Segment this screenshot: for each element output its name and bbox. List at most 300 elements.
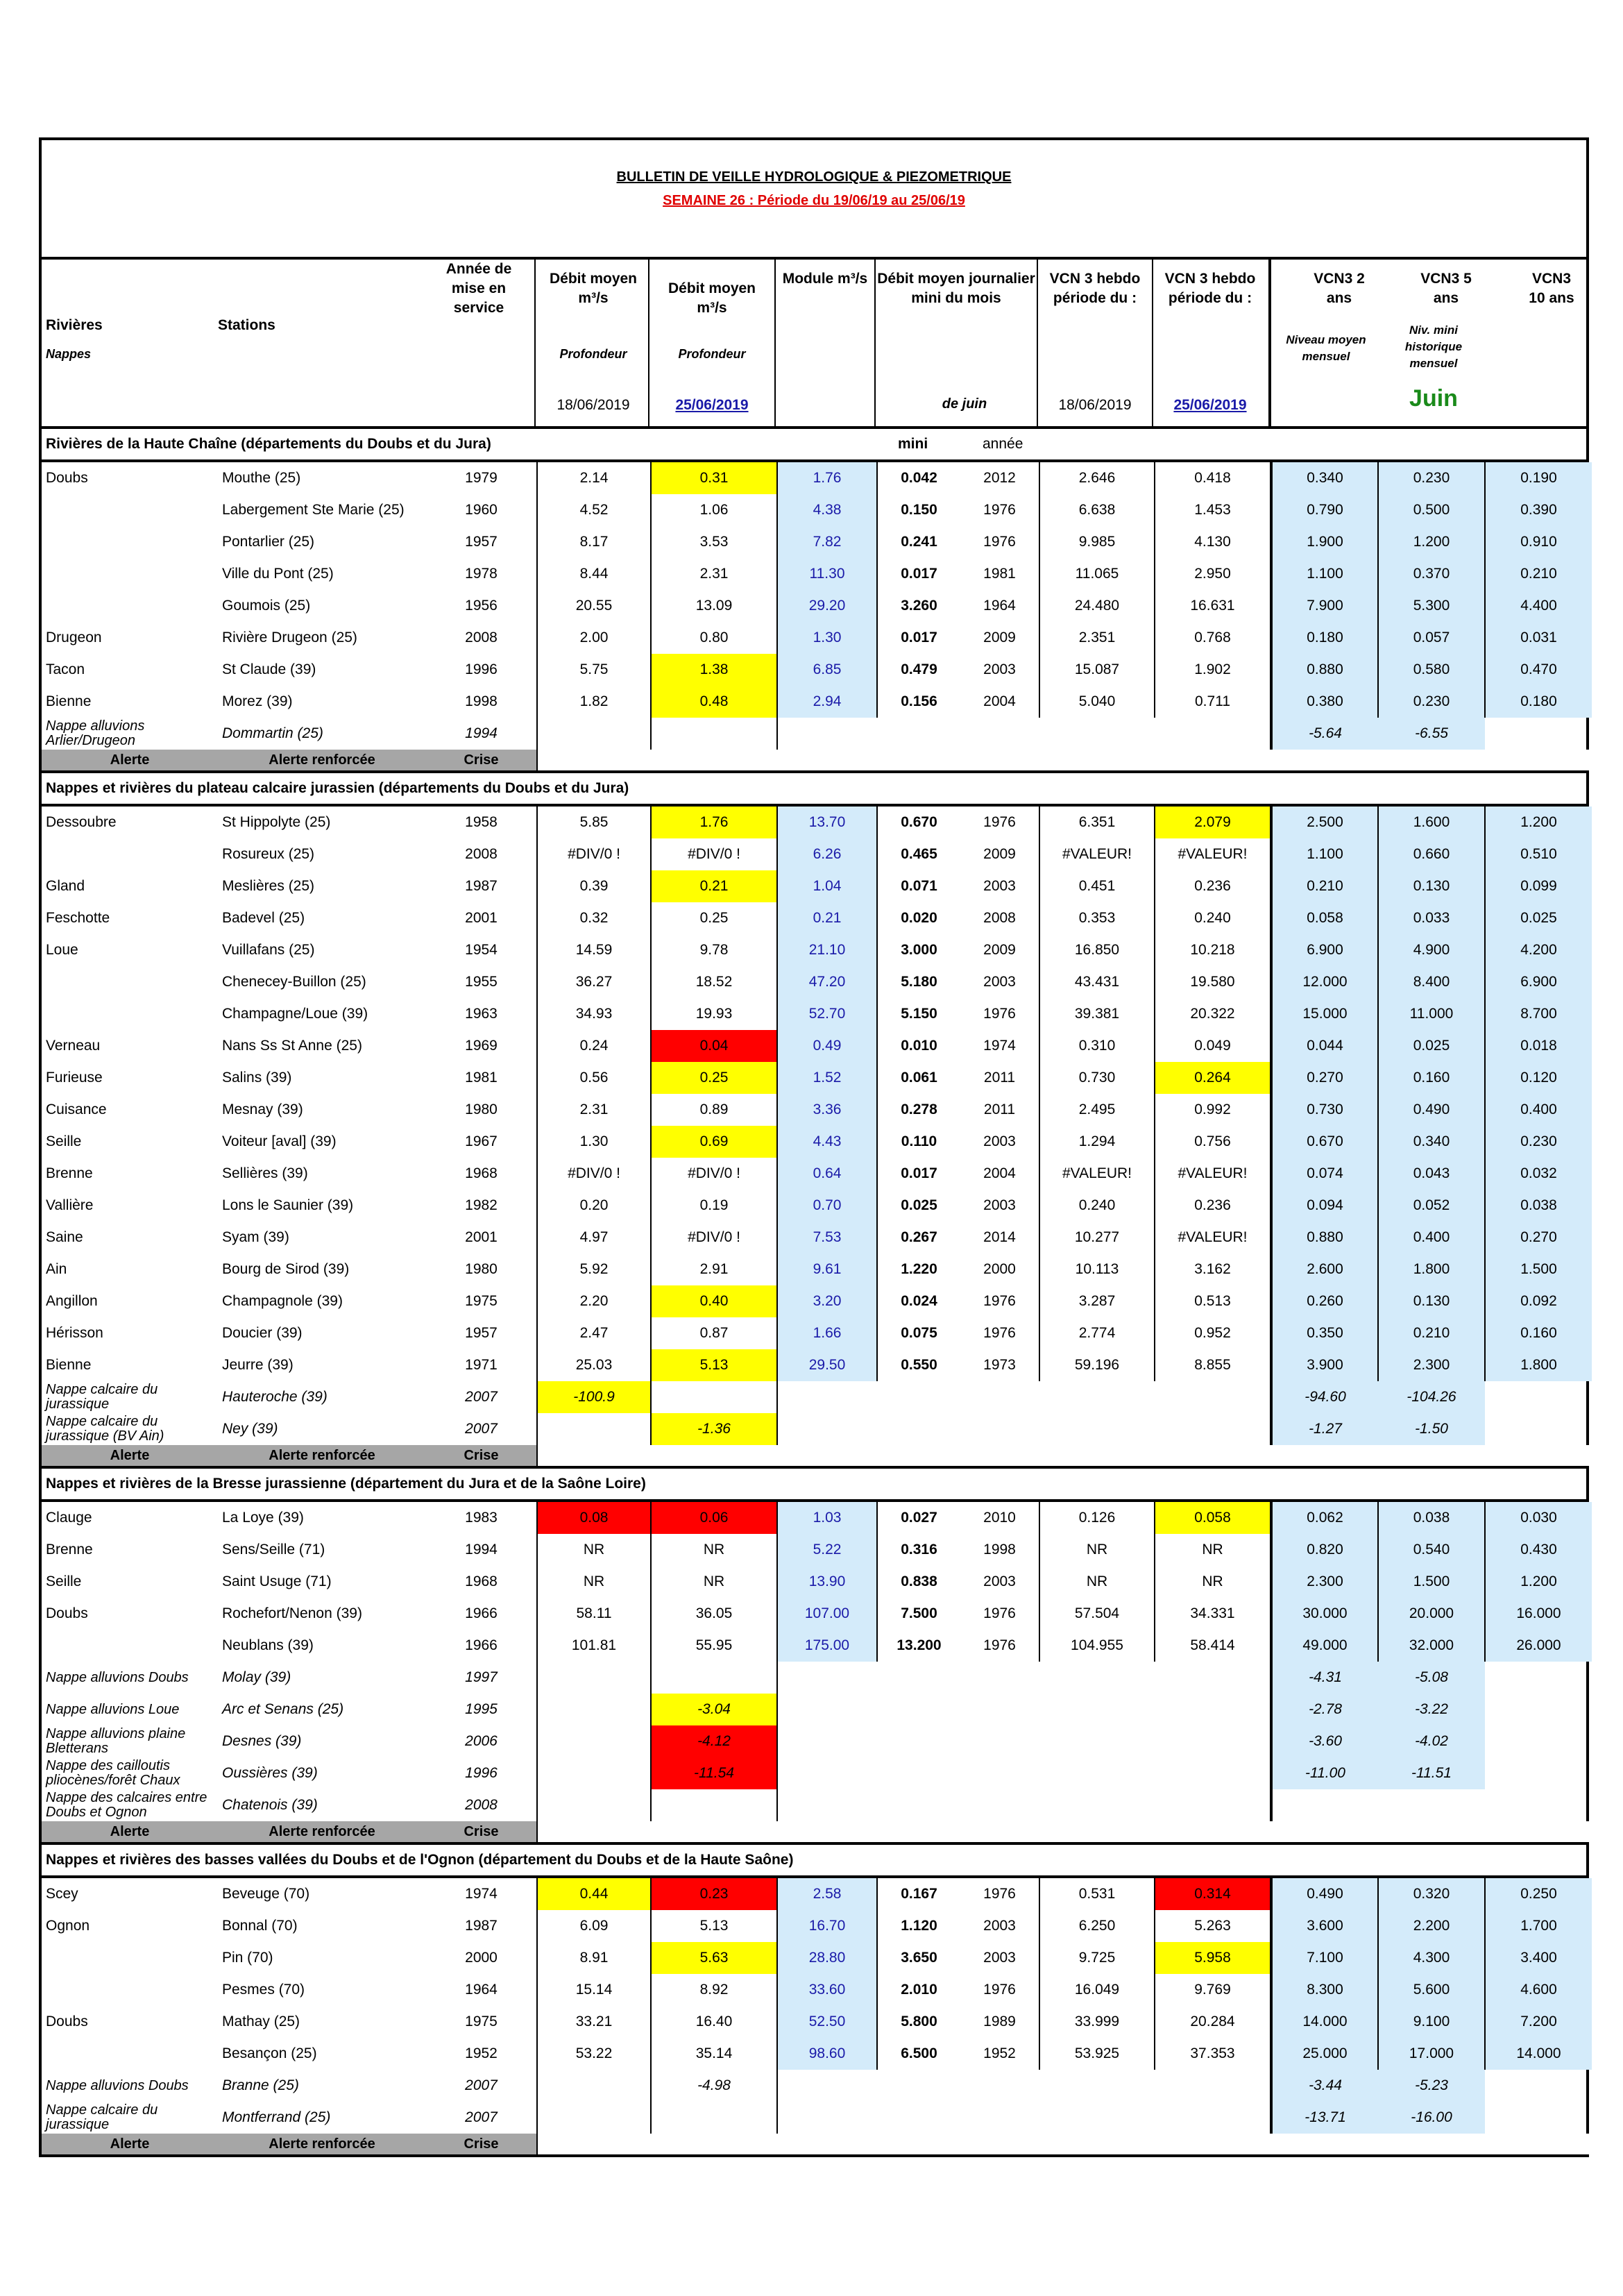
nappe-row bbox=[42, 1694, 1592, 1725]
cell-col-6: 0.017 bbox=[877, 1158, 960, 1190]
cell-col-3: 34.93 bbox=[537, 998, 651, 1030]
cell-col-4: 2.31 bbox=[651, 558, 777, 590]
cell-col-4: 55.95 bbox=[651, 1630, 777, 1662]
cell-col-11: 0.130 bbox=[1378, 1285, 1485, 1317]
cell-col-6: 1.220 bbox=[877, 1253, 960, 1285]
cell-col-0 bbox=[42, 1974, 218, 2006]
nappe-niv-moyen: -3.60 bbox=[1271, 1725, 1378, 1757]
table-row bbox=[42, 1317, 1592, 1349]
table-row bbox=[42, 838, 1592, 870]
nappe-row bbox=[42, 718, 1592, 750]
cell-col-7: 1976 bbox=[983, 1637, 1016, 1653]
section-title bbox=[42, 770, 1586, 807]
cell-col-3: 36.27 bbox=[537, 966, 651, 998]
header-annee: Année de mise en service bbox=[445, 261, 512, 316]
header-date-1: 18/06/2019 bbox=[556, 397, 630, 413]
table-row bbox=[42, 1030, 1592, 1062]
section-title bbox=[42, 429, 1586, 462]
cell-col-4: 0.06 bbox=[651, 1502, 777, 1534]
cell-col-3: 0.24 bbox=[537, 1030, 651, 1062]
cell-col-11: 0.033 bbox=[1378, 902, 1485, 934]
cell-col-4: 1.06 bbox=[651, 494, 777, 526]
cell-col-2: 1980 bbox=[465, 1101, 498, 1117]
nappe-year: 1994 bbox=[465, 725, 498, 741]
cell-col-10: 1.100 bbox=[1271, 558, 1378, 590]
cell-col-0: Dessoubre bbox=[46, 814, 117, 830]
cell-col-6: 0.241 bbox=[877, 526, 960, 558]
nappe-year: 2006 bbox=[465, 1733, 498, 1749]
cell-col-5: 52.70 bbox=[777, 998, 877, 1030]
cell-col-1: Nans Ss St Anne (25) bbox=[222, 1038, 362, 1054]
cell-col-5: 0.21 bbox=[777, 902, 877, 934]
cell-col-4: 0.48 bbox=[651, 686, 777, 718]
table-row bbox=[42, 807, 1592, 838]
cell-col-3: 0.08 bbox=[537, 1502, 651, 1534]
cell-col-4: 0.69 bbox=[651, 1126, 777, 1158]
cell-col-5: 3.36 bbox=[777, 1094, 877, 1126]
nappe-niv-mini: -104.26 bbox=[1378, 1381, 1485, 1413]
cell-col-8: 0.240 bbox=[1039, 1190, 1155, 1222]
table-row bbox=[42, 654, 1592, 686]
cell-col-9: 0.049 bbox=[1155, 1030, 1271, 1062]
nappe-year: 2007 bbox=[465, 2109, 498, 2125]
table-row bbox=[42, 1878, 1592, 1910]
cell-col-0: Loue bbox=[46, 942, 78, 958]
cell-col-5: 0.64 bbox=[777, 1158, 877, 1190]
cell-col-7: 2003 bbox=[983, 1573, 1016, 1589]
cell-col-11: 0.400 bbox=[1378, 1222, 1485, 1253]
cell-col-7: 1976 bbox=[983, 1982, 1016, 1998]
cell-col-3: #DIV/0 ! bbox=[537, 838, 651, 870]
cell-col-12: 0.092 bbox=[1485, 1285, 1592, 1317]
cell-col-9: 8.855 bbox=[1155, 1349, 1271, 1381]
nappe-prof-2 bbox=[651, 1381, 777, 1413]
cell-col-8: 2.495 bbox=[1039, 1094, 1155, 1126]
cell-col-2: 1966 bbox=[465, 1605, 498, 1621]
cell-col-2: 1975 bbox=[465, 1293, 498, 1309]
cell-col-10: 3.600 bbox=[1271, 1910, 1378, 1942]
nappe-name: Nappe calcaire du jurassique bbox=[46, 2102, 158, 2132]
nappe-name: Nappe des calcaires entre Doubs et Ognon bbox=[46, 1790, 207, 1820]
cell-col-3: 101.81 bbox=[537, 1630, 651, 1662]
nappe-name: Nappe alluvions Doubs bbox=[46, 1669, 189, 1685]
cell-col-4: 8.92 bbox=[651, 1974, 777, 2006]
empty-cell bbox=[777, 1725, 1271, 1757]
cell-col-8: 57.504 bbox=[1039, 1598, 1155, 1630]
cell-col-8: 43.431 bbox=[1039, 966, 1155, 998]
cell-col-2: 1964 bbox=[465, 1982, 498, 1998]
empty-cell bbox=[777, 1381, 1271, 1413]
cell-col-2: 1975 bbox=[465, 2014, 498, 2029]
cell-col-8: 104.955 bbox=[1039, 1630, 1155, 1662]
cell-col-6: 0.267 bbox=[877, 1222, 960, 1253]
cell-col-0: Seille bbox=[46, 1573, 82, 1589]
table-row bbox=[42, 1630, 1592, 1662]
cell-col-9: 2.079 bbox=[1155, 807, 1271, 838]
nappe-year: 2008 bbox=[465, 1797, 498, 1813]
nappe-prof-1 bbox=[537, 1662, 651, 1694]
cell-col-10: 12.000 bbox=[1271, 966, 1378, 998]
cell-col-12: 0.910 bbox=[1485, 526, 1592, 558]
cell-col-5: 29.50 bbox=[777, 1349, 877, 1381]
cell-col-6: 2.010 bbox=[877, 1974, 960, 2006]
cell-col-3: 5.85 bbox=[537, 807, 651, 838]
cell-col-12: 0.190 bbox=[1485, 462, 1592, 494]
nappe-prof-2 bbox=[651, 1662, 777, 1694]
cell-col-9: 0.756 bbox=[1155, 1126, 1271, 1158]
empty-cell bbox=[777, 1694, 1271, 1725]
cell-col-2: 2001 bbox=[465, 910, 498, 926]
nappe-prof-1 bbox=[537, 2102, 651, 2134]
cell-col-5: 98.60 bbox=[777, 2038, 877, 2070]
cell-col-6: 0.110 bbox=[877, 1126, 960, 1158]
cell-col-1: Morez (39) bbox=[222, 693, 293, 709]
cell-col-0: Doubs bbox=[46, 2014, 88, 2029]
empty-cell bbox=[1485, 2102, 1592, 2134]
cell-col-1: Pesmes (70) bbox=[222, 1982, 305, 1998]
cell-col-3: 0.32 bbox=[537, 902, 651, 934]
cell-col-9: #VALEUR! bbox=[1155, 838, 1271, 870]
cell-col-11: 0.025 bbox=[1378, 1030, 1485, 1062]
cell-col-9: 2.950 bbox=[1155, 558, 1271, 590]
cell-col-5: 16.70 bbox=[777, 1910, 877, 1942]
cell-col-0: Vallière bbox=[46, 1197, 94, 1213]
cell-col-0: Saine bbox=[46, 1229, 83, 1245]
cell-col-3: 14.59 bbox=[537, 934, 651, 966]
cell-col-3: 0.20 bbox=[537, 1190, 651, 1222]
cell-col-11: 0.320 bbox=[1378, 1878, 1485, 1910]
cell-col-0 bbox=[42, 838, 218, 870]
cell-col-6: 0.025 bbox=[877, 1190, 960, 1222]
cell-col-1: Mathay (25) bbox=[222, 2014, 300, 2029]
cell-col-11: 20.000 bbox=[1378, 1598, 1485, 1630]
cell-col-8: 1.294 bbox=[1039, 1126, 1155, 1158]
cell-col-10: 0.380 bbox=[1271, 686, 1378, 718]
cell-col-5: 1.76 bbox=[777, 462, 877, 494]
legend-spacer bbox=[537, 1445, 1592, 1466]
nappe-name: Nappe calcaire du jurassique (BV Ain) bbox=[46, 1414, 164, 1444]
header-date-3: 18/06/2019 bbox=[1058, 397, 1132, 413]
cell-col-8: 10.277 bbox=[1039, 1222, 1155, 1253]
empty-cell bbox=[1485, 1662, 1592, 1694]
table-row bbox=[42, 1942, 1592, 1974]
cell-col-7: 2004 bbox=[983, 1165, 1016, 1181]
cell-col-2: 1982 bbox=[465, 1197, 498, 1213]
cell-col-3: 0.44 bbox=[537, 1878, 651, 1910]
cell-col-4: 3.53 bbox=[651, 526, 777, 558]
cell-col-7: 2003 bbox=[983, 878, 1016, 894]
cell-col-4: NR bbox=[651, 1566, 777, 1598]
table-row bbox=[42, 1974, 1592, 2006]
cell-col-12: 0.099 bbox=[1485, 870, 1592, 902]
nappe-niv-moyen bbox=[1271, 1789, 1378, 1821]
empty-cell bbox=[777, 2070, 1271, 2102]
cell-col-2: 1987 bbox=[465, 878, 498, 894]
cell-col-7: 1976 bbox=[983, 1293, 1016, 1309]
cell-col-7: 1998 bbox=[983, 1542, 1016, 1558]
table-row bbox=[42, 1158, 1592, 1190]
nappe-prof-2 bbox=[651, 2102, 777, 2134]
cell-col-4: 5.63 bbox=[651, 1942, 777, 1974]
cell-col-2: 1981 bbox=[465, 1070, 498, 1086]
nappe-niv-moyen: -3.44 bbox=[1271, 2070, 1378, 2102]
cell-col-2: 1960 bbox=[465, 502, 498, 518]
cell-col-2: 1971 bbox=[465, 1357, 498, 1373]
table-row bbox=[42, 998, 1592, 1030]
cell-col-5: 47.20 bbox=[777, 966, 877, 998]
table-row bbox=[42, 2038, 1592, 2070]
legend-alerte-renforcee: Alerte renforcée bbox=[218, 2134, 426, 2154]
empty-cell bbox=[777, 1789, 1271, 1821]
cell-col-10: 0.210 bbox=[1271, 870, 1378, 902]
legend-alerte: Alerte bbox=[42, 750, 218, 770]
cell-col-9: 34.331 bbox=[1155, 1598, 1271, 1630]
nappe-prof-2: -4.12 bbox=[651, 1725, 777, 1757]
cell-col-8: 0.126 bbox=[1039, 1502, 1155, 1534]
header-date-2: 25/06/2019 bbox=[675, 397, 749, 413]
cell-col-12: 0.210 bbox=[1485, 558, 1592, 590]
cell-col-8: 6.351 bbox=[1039, 807, 1155, 838]
cell-col-8: 3.287 bbox=[1039, 1285, 1155, 1317]
table-row bbox=[42, 966, 1592, 998]
header-debit-journalier: Débit moyen journalier mini du mois bbox=[877, 271, 1035, 306]
cell-col-5: 107.00 bbox=[777, 1598, 877, 1630]
cell-col-1: Syam (39) bbox=[222, 1229, 289, 1245]
legend-crise: Crise bbox=[426, 2134, 537, 2154]
cell-col-5: 13.70 bbox=[777, 807, 877, 838]
cell-col-6: 0.042 bbox=[877, 462, 960, 494]
nappe-station: Branne (25) bbox=[222, 2077, 299, 2093]
cell-col-4: 19.93 bbox=[651, 998, 777, 1030]
cell-col-12: 1.200 bbox=[1485, 1566, 1592, 1598]
cell-col-1: Chenecey-Buillon (25) bbox=[222, 974, 366, 990]
cell-col-8: 15.087 bbox=[1039, 654, 1155, 686]
cell-col-4: 2.91 bbox=[651, 1253, 777, 1285]
cell-col-12: 0.400 bbox=[1485, 1094, 1592, 1126]
cell-col-7: 2000 bbox=[983, 1261, 1016, 1277]
header-stations: Stations bbox=[218, 317, 275, 333]
nappe-prof-2: -1.36 bbox=[651, 1413, 777, 1445]
cell-col-9: 4.130 bbox=[1155, 526, 1271, 558]
cell-col-10: 14.000 bbox=[1271, 2006, 1378, 2038]
header-vcn-5ans: VCN3 5 ans bbox=[1420, 271, 1472, 306]
data-table bbox=[42, 462, 1592, 770]
cell-col-10: 30.000 bbox=[1271, 1598, 1378, 1630]
cell-col-1: Rivière Drugeon (25) bbox=[222, 630, 357, 645]
data-table bbox=[42, 807, 1592, 1466]
cell-col-12: 0.038 bbox=[1485, 1190, 1592, 1222]
cell-col-10: 0.730 bbox=[1271, 1094, 1378, 1126]
table-row bbox=[42, 1062, 1592, 1094]
cell-col-9: 0.513 bbox=[1155, 1285, 1271, 1317]
section-title-text: Rivières de la Haute Chaîne (départements du Doubs et du Jura) bbox=[46, 436, 491, 452]
cell-col-4: 0.89 bbox=[651, 1094, 777, 1126]
cell-col-6: 0.316 bbox=[877, 1534, 960, 1566]
cell-col-5: 3.20 bbox=[777, 1285, 877, 1317]
empty-cell bbox=[777, 1757, 1271, 1789]
cell-col-2: 1957 bbox=[465, 534, 498, 550]
nappe-niv-mini: -4.02 bbox=[1378, 1725, 1485, 1757]
cell-col-0: Cuisance bbox=[46, 1101, 107, 1117]
cell-col-1: La Loye (39) bbox=[222, 1510, 304, 1526]
cell-col-10: 0.340 bbox=[1271, 462, 1378, 494]
cell-col-3: 5.92 bbox=[537, 1253, 651, 1285]
nappe-niv-mini: -16.00 bbox=[1378, 2102, 1485, 2134]
cell-col-8: 0.531 bbox=[1039, 1878, 1155, 1910]
cell-col-11: 5.600 bbox=[1378, 1974, 1485, 2006]
cell-col-6: 5.800 bbox=[877, 2006, 960, 2038]
cell-col-10: 49.000 bbox=[1271, 1630, 1378, 1662]
cell-col-0: Seille bbox=[46, 1133, 82, 1149]
table-row bbox=[42, 1534, 1592, 1566]
cell-col-2: 2001 bbox=[465, 1229, 498, 1245]
cell-col-10: 7.100 bbox=[1271, 1942, 1378, 1974]
nappe-station: Desnes (39) bbox=[222, 1733, 302, 1749]
cell-col-1: Voiteur [aval] (39) bbox=[222, 1133, 337, 1149]
cell-col-12: 14.000 bbox=[1485, 2038, 1592, 2070]
cell-col-0: Gland bbox=[46, 878, 85, 894]
cell-col-4: 0.21 bbox=[651, 870, 777, 902]
cell-col-7: 2009 bbox=[983, 630, 1016, 645]
nappe-prof-2: -11.54 bbox=[651, 1757, 777, 1789]
cell-col-11: 0.580 bbox=[1378, 654, 1485, 686]
table-row bbox=[42, 2006, 1592, 2038]
cell-col-2: 1963 bbox=[465, 1006, 498, 1022]
cell-col-7: 2011 bbox=[983, 1101, 1016, 1117]
legend-alerte-renforcee: Alerte renforcée bbox=[218, 1445, 426, 1466]
title-block bbox=[42, 140, 1586, 260]
cell-col-6: 3.650 bbox=[877, 1942, 960, 1974]
cell-col-11: 1.800 bbox=[1378, 1253, 1485, 1285]
legend-alerte: Alerte bbox=[42, 2134, 218, 2154]
cell-col-8: 39.381 bbox=[1039, 998, 1155, 1030]
alerte-legend-row bbox=[42, 1445, 1592, 1466]
cell-col-11: 0.038 bbox=[1378, 1502, 1485, 1534]
legend-alerte: Alerte bbox=[42, 1445, 218, 1466]
cell-col-10: 0.074 bbox=[1271, 1158, 1378, 1190]
cell-col-1: Doucier (39) bbox=[222, 1325, 303, 1341]
table-row bbox=[42, 1598, 1592, 1630]
cell-col-3: 8.44 bbox=[537, 558, 651, 590]
cell-col-10: 25.000 bbox=[1271, 2038, 1378, 2070]
cell-col-7: 1976 bbox=[983, 1886, 1016, 1902]
cell-col-9: 1.453 bbox=[1155, 494, 1271, 526]
cell-col-3: 8.91 bbox=[537, 1942, 651, 1974]
cell-col-9: NR bbox=[1155, 1566, 1271, 1598]
cell-col-11: 0.043 bbox=[1378, 1158, 1485, 1190]
cell-col-2: 1957 bbox=[465, 1325, 498, 1341]
cell-col-0: Scey bbox=[46, 1886, 78, 1902]
cell-col-5: 13.90 bbox=[777, 1566, 877, 1598]
cell-col-0: Hérisson bbox=[46, 1325, 103, 1341]
cell-col-12: 1.500 bbox=[1485, 1253, 1592, 1285]
cell-col-2: 1968 bbox=[465, 1573, 498, 1589]
section-title-text: Nappes et rivières des basses vallées du Doubs et de l'Ognon (département du Doubs et de la Haute Saône) bbox=[46, 1852, 794, 1868]
cell-col-5: 1.52 bbox=[777, 1062, 877, 1094]
nappe-station: Dommartin (25) bbox=[222, 725, 323, 741]
cell-col-2: 2008 bbox=[465, 630, 498, 645]
legend-alerte: Alerte bbox=[42, 1821, 218, 1842]
cell-col-5: 4.38 bbox=[777, 494, 877, 526]
cell-col-7: 2014 bbox=[983, 1229, 1016, 1245]
table-row bbox=[42, 1222, 1592, 1253]
cell-col-5: 7.82 bbox=[777, 526, 877, 558]
cell-col-8: 0.353 bbox=[1039, 902, 1155, 934]
table-row bbox=[42, 934, 1592, 966]
nappe-niv-moyen: -11.00 bbox=[1271, 1757, 1378, 1789]
cell-col-8: 0.310 bbox=[1039, 1030, 1155, 1062]
table-row bbox=[42, 526, 1592, 558]
nappe-niv-moyen: -13.71 bbox=[1271, 2102, 1378, 2134]
cell-col-10: 0.094 bbox=[1271, 1190, 1378, 1222]
cell-col-1: Saint Usuge (71) bbox=[222, 1573, 332, 1589]
cell-col-5: 28.80 bbox=[777, 1942, 877, 1974]
header-vcn-2ans: VCN3 2 ans bbox=[1314, 271, 1365, 306]
cell-col-8: 16.850 bbox=[1039, 934, 1155, 966]
cell-col-0: Ognon bbox=[46, 1918, 90, 1934]
cell-col-2: 1994 bbox=[465, 1542, 498, 1558]
empty-cell bbox=[1485, 718, 1592, 750]
cell-col-7: 1976 bbox=[983, 1605, 1016, 1621]
cell-col-9: 0.240 bbox=[1155, 902, 1271, 934]
cell-col-12: 4.400 bbox=[1485, 590, 1592, 622]
table-row bbox=[42, 622, 1592, 654]
cell-col-1: Bourg de Sirod (39) bbox=[222, 1261, 350, 1277]
cell-col-8: 24.480 bbox=[1039, 590, 1155, 622]
cell-col-3: 1.82 bbox=[537, 686, 651, 718]
cell-col-2: 1998 bbox=[465, 693, 498, 709]
cell-col-8: 0.730 bbox=[1039, 1062, 1155, 1094]
cell-col-12: 0.230 bbox=[1485, 1126, 1592, 1158]
cell-col-11: 0.500 bbox=[1378, 494, 1485, 526]
cell-col-1: Pin (70) bbox=[222, 1950, 273, 1966]
cell-col-2: 1974 bbox=[465, 1886, 498, 1902]
cell-col-3: 2.47 bbox=[537, 1317, 651, 1349]
cell-col-8: 6.250 bbox=[1039, 1910, 1155, 1942]
table-row bbox=[42, 1910, 1592, 1942]
cell-col-2: 1958 bbox=[465, 814, 498, 830]
cell-col-5: 7.53 bbox=[777, 1222, 877, 1253]
cell-col-9: 3.162 bbox=[1155, 1253, 1271, 1285]
cell-col-11: 0.540 bbox=[1378, 1534, 1485, 1566]
cell-col-10: 0.790 bbox=[1271, 494, 1378, 526]
table-row bbox=[42, 1126, 1592, 1158]
cell-col-5: 33.60 bbox=[777, 1974, 877, 2006]
cell-col-6: 0.550 bbox=[877, 1349, 960, 1381]
cell-col-2: 1955 bbox=[465, 974, 498, 990]
cell-col-10: 0.880 bbox=[1271, 654, 1378, 686]
cell-col-6: 7.500 bbox=[877, 1598, 960, 1630]
cell-col-1: Ville du Pont (25) bbox=[222, 566, 334, 582]
legend-alerte-renforcee: Alerte renforcée bbox=[218, 750, 426, 770]
cell-col-12: 0.160 bbox=[1485, 1317, 1592, 1349]
cell-col-0: Clauge bbox=[46, 1510, 92, 1526]
cell-col-7: 1952 bbox=[983, 2045, 1016, 2061]
cell-col-3: 4.52 bbox=[537, 494, 651, 526]
nappe-niv-mini: -1.50 bbox=[1378, 1413, 1485, 1445]
cell-col-4: 0.31 bbox=[651, 462, 777, 494]
alerte-legend-row bbox=[42, 2134, 1592, 2154]
cell-col-4: 1.76 bbox=[651, 807, 777, 838]
nappe-row bbox=[42, 1413, 1592, 1445]
cell-col-7: 1989 bbox=[983, 2014, 1016, 2029]
cell-col-3: 6.09 bbox=[537, 1910, 651, 1942]
nappe-row bbox=[42, 1381, 1592, 1413]
cell-col-3: 20.55 bbox=[537, 590, 651, 622]
legend-crise: Crise bbox=[426, 1445, 537, 1466]
cell-col-5: 6.26 bbox=[777, 838, 877, 870]
cell-col-3: 5.75 bbox=[537, 654, 651, 686]
